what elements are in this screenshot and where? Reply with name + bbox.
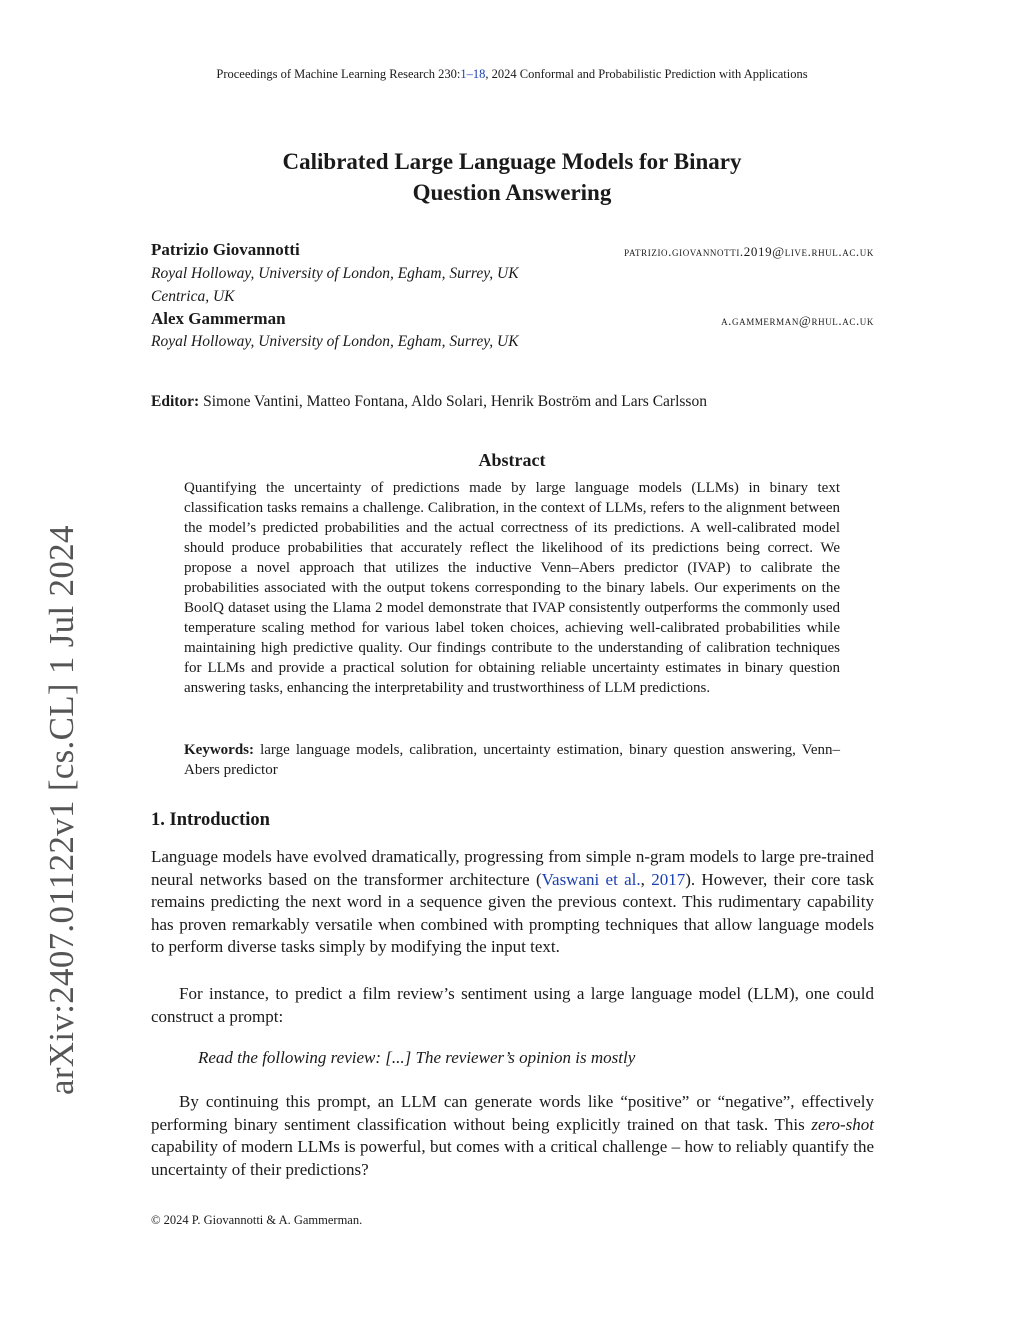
keywords-label: Keywords: [184,742,254,758]
editor-line [151,393,707,411]
running-header-suffix: , 2024 Conformal and Probabilistic Prediction with Applications [485,67,808,81]
prompt-quote: Read the following review: [...] The reviewer’s opinion is mostly [198,1048,636,1067]
author-2-affiliation-1: Royal Holloway, University of London, Egham, Surrey, UK [151,333,519,350]
last-page-link[interactable]: 18 [472,67,486,81]
arxiv-stamp: arXiv:2407.01122v1 [cs.CL] 1 Jul 2024 [42,525,81,1095]
section-heading-introduction: 1. Introduction [151,810,270,830]
intro-paragraph-3 [151,1091,874,1181]
intro-p3-text-b: capability of modern LLMs is powerful, but comes with a critical challenge – how to reliably quantify the uncertainty of their predictions? [151,1137,874,1179]
running-header-prefix: Proceedings of Machine Learning Research 230: [216,67,461,81]
abstract-body: Quantifying the uncertainty of predictions made by large language models (LLMs) in binary text classification tasks remains a challenge. Calibration, in the context of LLMs, refers to the alignment between the model’s predicted probabilities and the actual correctness of its predictions. A well-calibrated model should produce probabilities that accurately reflect the likelihood of its predictions being correct. We propose a novel approach that utilizes the inductive Venn–Abers predictor (IVAP) to calibrate the probabilities associated with the output tokens corresponding to the binary labels. Our experiments on the BoolQ dataset using the Llama 2 model demonstrate that IVAP consistently outperforms the commonly used temperature scaling method for various label token choices, achieving well-calibrated probabilities while maintaining high predictive quality. Our findings contribute to the understanding of calibration techniques for LLMs and provide a practical solution for obtaining reliable uncertainty estimates in binary question answering tasks, enhancing the interpretability and trustworthiness of LLM predictions. [184,480,840,696]
abstract-heading: Abstract [478,450,546,470]
page-range-dash: – [466,67,473,81]
author-name-1: Patrizio Giovannotti [151,240,300,259]
author-1-affiliation-2: Centrica, UK [151,288,235,305]
intro-paragraph-1 [151,846,874,959]
keywords-text: large language models, calibration, uncertainty estimation, binary question answering, Venn–Abers predictor [184,742,840,778]
running-header [150,67,874,82]
zero-shot-emphasis: zero-shot [811,1114,874,1134]
intro-paragraph-2: For instance, to predict a film review’s sentiment using a large language model (LLM), one could construct a prompt: [151,984,874,1026]
author-1-affiliation-1: Royal Holloway, University of London, Egham, Surrey, UK [151,265,519,282]
keywords [184,740,840,780]
citation-vaswani-year[interactable]: 2017 [651,869,686,889]
author-name-2: Alex Gammerman [151,309,286,328]
citation-separator: , [640,869,652,889]
intro-p1-text-b: ). However, their core task remains predicting the next word in a sequence given the previous context. This rudimentary capability has proven remarkably versatile when combined with prompting techniques that allow language models to perform diverse tasks simply by modifying the input text. [151,869,875,957]
copyright-notice: © 2024 P. Giovannotti & A. Gammerman. [151,1213,363,1227]
paper-title [150,146,874,208]
editor-label: Editor: [151,393,200,410]
editor-names: Simone Vantini, Matteo Fontana, Aldo Solari, Henrik Boström and Lars Carlsson [203,393,707,410]
intro-p3-text-a: By continuing this prompt, an LLM can generate words like “positive” or “negative”, effectively performing binary sentiment classification without being explicitly trained on that task. This [151,1092,874,1134]
paper-title-line-1: Calibrated Large Language Models for Binary [282,149,742,174]
paper-title-line-2: Question Answering [412,180,612,205]
intro-p1-text-a: Language models have evolved dramatically, progressing from simple n-gram models to large pre-trained neural networks based on the transformer architecture ( [151,847,874,889]
citation-vaswani-author[interactable]: Vaswani et al. [541,869,641,889]
author-email-2[interactable]: a.gammerman@rhul.ac.uk [721,313,874,328]
author-email-1[interactable]: patrizio.giovannotti.2019@live.rhul.ac.uk [624,244,874,259]
first-page-link[interactable]: 1 [460,67,467,81]
